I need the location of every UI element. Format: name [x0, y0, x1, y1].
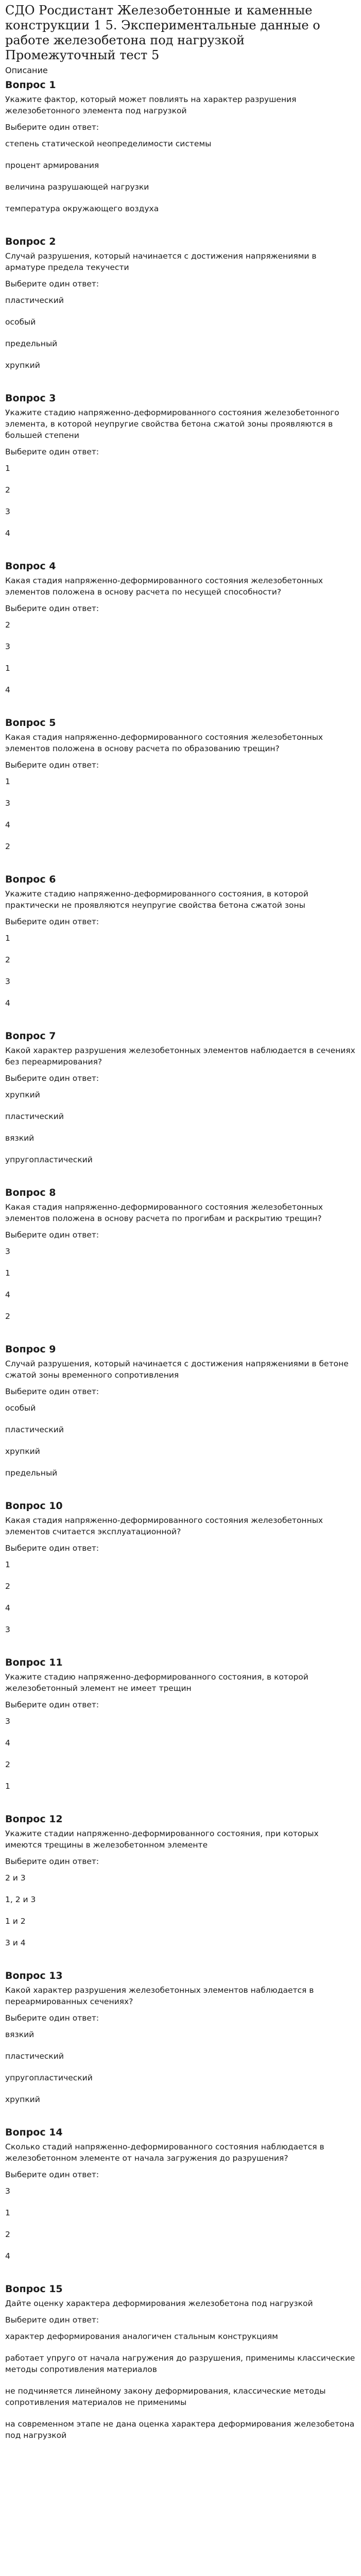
question-text: Укажите стадию напряженно-деформированного состояния, в которой железобетонный элемент не имеет трещин: [5, 1672, 308, 1693]
answer-option[interactable]: особый: [5, 1403, 36, 1413]
question-title: Вопрос 7: [5, 1030, 56, 1042]
question-spacer: [5, 1646, 356, 1657]
question-spacer: [5, 862, 356, 874]
questions-list: [5, 79, 356, 2441]
answer-option[interactable]: степень статической неопределимости системы: [5, 139, 212, 148]
answer-option[interactable]: пластический: [5, 1425, 64, 1434]
answer-option[interactable]: 2: [5, 842, 10, 851]
question-spacer: [5, 1802, 356, 1814]
question-spacer: [5, 1332, 356, 1344]
answer-prompt: Выберите один ответ:: [5, 917, 99, 926]
answer-option[interactable]: хрупкий: [5, 1447, 40, 1456]
answer-option[interactable]: 3: [5, 1625, 10, 1634]
answer-option[interactable]: 3 и 4: [5, 1938, 26, 1947]
question-block: [5, 874, 356, 1009]
answer-option[interactable]: пластический: [5, 2052, 64, 2061]
answer-prompt: Выберите один ответ:: [5, 2170, 99, 2179]
question-text: Сколько стадий напряженно-деформированного состояния наблюдается в железобетонном элементе от начала загружения до разрушения?: [5, 2142, 324, 2163]
question-block: [5, 2283, 356, 2441]
question-spacer: [5, 2272, 356, 2283]
question-spacer: [5, 706, 356, 717]
description-label: Описание: [5, 65, 48, 75]
question-text: Укажите стадию напряженно-деформированного состояния, в которой практически не проявляются неупругие свойства бетона сжатой зоны: [5, 889, 308, 910]
question-block: [5, 561, 356, 696]
answer-option[interactable]: хрупкий: [5, 361, 40, 370]
question-title: Вопрос 5: [5, 717, 56, 728]
answer-option[interactable]: хрупкий: [5, 2095, 40, 2104]
answer-option[interactable]: вязкий: [5, 1133, 35, 1143]
answer-option[interactable]: 3: [5, 507, 10, 516]
question-spacer: [5, 549, 356, 561]
answer-option[interactable]: 1: [5, 1268, 10, 1278]
answer-option[interactable]: 4: [5, 1738, 10, 1748]
answer-option[interactable]: 4: [5, 685, 10, 694]
question-block: [5, 1657, 356, 1792]
answer-option[interactable]: вязкий: [5, 2030, 35, 2039]
answer-prompt: Выберите один ответ:: [5, 2013, 99, 2023]
question-spacer: [5, 1176, 356, 1187]
answer-option[interactable]: 3: [5, 642, 10, 651]
question-block: [5, 236, 356, 371]
answer-option[interactable]: 4: [5, 1603, 10, 1613]
question-block: [5, 717, 356, 852]
question-title: Вопрос 8: [5, 1187, 56, 1198]
answer-option[interactable]: на современном этапе не дана оценка характера деформирования железобетона под нагрузкой: [5, 2419, 355, 2440]
question-block: [5, 1814, 356, 1948]
answer-prompt: Выберите один ответ:: [5, 447, 99, 456]
question-spacer: [5, 1959, 356, 1970]
question-title: Вопрос 2: [5, 236, 56, 247]
answer-prompt: Выберите один ответ:: [5, 1700, 99, 1709]
question-title: Вопрос 14: [5, 2127, 63, 2138]
question-block: [5, 1344, 356, 1479]
answer-option[interactable]: предельный: [5, 1468, 58, 1478]
answer-option[interactable]: 4: [5, 2251, 10, 2261]
answer-option[interactable]: 2: [5, 1760, 10, 1769]
answer-option[interactable]: 3: [5, 977, 10, 986]
answer-option[interactable]: 1: [5, 2208, 10, 2217]
question-text: Какой характер разрушения железобетонных элементов наблюдается в сечениях без переармирования?: [5, 1046, 355, 1066]
answer-prompt: Выберите один ответ:: [5, 279, 99, 289]
answer-option[interactable]: 2: [5, 620, 10, 630]
answer-option[interactable]: 1, 2 и 3: [5, 1895, 36, 1904]
answer-prompt: Выберите один ответ:: [5, 604, 99, 613]
answer-option[interactable]: 1: [5, 1560, 10, 1569]
question-block: [5, 1187, 356, 1322]
answer-option[interactable]: пластический: [5, 296, 64, 305]
answer-option[interactable]: 1: [5, 464, 10, 473]
answer-option[interactable]: 4: [5, 820, 10, 829]
answer-option[interactable]: 4: [5, 1290, 10, 1299]
answer-prompt: Выберите один ответ:: [5, 123, 99, 132]
question-text: Укажите стадию напряженно-деформированного состояния железобетонного элемента, в которой неупругие свойства бетона сжатой зоны проявляются в большей степени: [5, 408, 339, 440]
answer-option[interactable]: пластический: [5, 1112, 64, 1121]
answer-option[interactable]: 2: [5, 2230, 10, 2239]
answer-option[interactable]: 2: [5, 955, 10, 964]
question-title: Вопрос 3: [5, 393, 56, 404]
question-title: Вопрос 6: [5, 874, 56, 885]
answer-prompt: Выберите один ответ:: [5, 1074, 99, 1083]
question-block: [5, 393, 356, 539]
answer-option[interactable]: 1: [5, 934, 10, 943]
answer-option[interactable]: 3: [5, 2187, 10, 2196]
question-title: Вопрос 10: [5, 1500, 63, 1512]
question-title: Вопрос 4: [5, 561, 56, 572]
question-spacer: [5, 1019, 356, 1030]
answer-option[interactable]: упругопластический: [5, 1155, 93, 1164]
question-title: Вопрос 13: [5, 1970, 63, 1981]
question-spacer: [5, 225, 356, 236]
question-block: [5, 1970, 356, 2105]
answer-option[interactable]: 3: [5, 1247, 10, 1256]
answer-option[interactable]: процент армирования: [5, 161, 99, 170]
question-text: Какая стадия напряженно-деформированного состояния железобетонных элементов положена в основу расчета по образованию трещин?: [5, 733, 323, 753]
question-block: [5, 2127, 356, 2262]
question-text: Какая стадия напряженно-деформированного состояния железобетонных элементов положена в основу расчета по несущей способности?: [5, 576, 323, 597]
question-text: Случай разрушения, который начинается с достижения напряжениями в арматуре предела текучести: [5, 251, 317, 272]
question-spacer: [5, 2115, 356, 2127]
answer-option[interactable]: 2: [5, 485, 10, 495]
answer-option[interactable]: 2: [5, 1312, 10, 1321]
answer-option[interactable]: предельный: [5, 339, 58, 348]
answer-option[interactable]: 3: [5, 1717, 10, 1726]
question-text: Какой характер разрушения железобетонных элементов наблюдается в переармированных сечениях?: [5, 1986, 314, 2006]
answer-prompt: Выберите один ответ:: [5, 760, 99, 770]
question-spacer: [5, 1489, 356, 1500]
answer-option[interactable]: 3: [5, 799, 10, 808]
question-title: Вопрос 9: [5, 1344, 56, 1355]
answer-option[interactable]: упругопластический: [5, 2073, 93, 2082]
question-text: Какая стадия напряженно-деформированного состояния железобетонных элементов положена в основу расчета по прогибам и раскрытию трещин?: [5, 1202, 323, 1223]
answer-option[interactable]: температура окружающего воздуха: [5, 204, 159, 213]
question-text: Какая стадия напряженно-деформированного состояния железобетонных элементов считается эксплуатационной?: [5, 1516, 323, 1536]
question-text: Дайте оценку характера деформирования железобетона под нагрузкой: [5, 2299, 313, 2308]
answer-prompt: Выберите один ответ:: [5, 1544, 99, 1553]
question-title: Вопрос 11: [5, 1657, 63, 1668]
document-title: СДО Росдистант Железобетонные и каменные конструкции 1 5. Экспериментальные данные о работе железобетона под нагрузкой Промежуточный тест 5: [5, 3, 320, 62]
answer-prompt: Выберите один ответ:: [5, 1230, 99, 1240]
question-text: Случай разрушения, который начинается с достижения напряжениями в бетоне сжатой зоны временного сопротивления: [5, 1359, 349, 1380]
answer-option[interactable]: не подчиняется линейному закону деформирования, классические методы сопротивления материалов не применимы: [5, 2386, 326, 2407]
answer-option[interactable]: 1 и 2: [5, 1917, 26, 1926]
question-block: [5, 1500, 356, 1635]
question-text: Укажите стадии напряженно-деформированного состояния, при которых имеются трещины в железобетонном элементе: [5, 1829, 319, 1850]
answer-option[interactable]: хрупкий: [5, 1090, 40, 1099]
question-title: Вопрос 15: [5, 2283, 63, 2295]
answer-option[interactable]: характер деформирования аналогичен стальным конструкциям: [5, 2332, 278, 2341]
answer-option[interactable]: 2: [5, 1582, 10, 1591]
answer-option[interactable]: 4: [5, 998, 10, 1008]
answer-option[interactable]: 1: [5, 1782, 10, 1791]
answer-option[interactable]: работает упруго от начала нагружения до разрушения, применимы классические методы сопротивления материалов: [5, 2353, 355, 2374]
answer-prompt: Выберите один ответ:: [5, 1857, 99, 1866]
question-block: [5, 1030, 356, 1165]
answer-option[interactable]: величина разрушающей нагрузки: [5, 182, 149, 192]
answer-prompt: Выберите один ответ:: [5, 2315, 99, 2325]
answer-option[interactable]: 2 и 3: [5, 1873, 26, 1883]
answer-option[interactable]: 4: [5, 529, 10, 538]
question-title: Вопрос 1: [5, 79, 56, 91]
answer-option[interactable]: 1: [5, 664, 10, 673]
answer-prompt: Выберите один ответ:: [5, 1387, 99, 1396]
question-title: Вопрос 12: [5, 1814, 63, 1825]
question-spacer: [5, 381, 356, 393]
question-block: [5, 79, 356, 214]
answer-option[interactable]: особый: [5, 317, 36, 327]
question-text: Укажите фактор, который может повлиять на характер разрушения железобетонного элемента под нагрузкой: [5, 95, 297, 115]
answer-option[interactable]: 1: [5, 777, 10, 786]
